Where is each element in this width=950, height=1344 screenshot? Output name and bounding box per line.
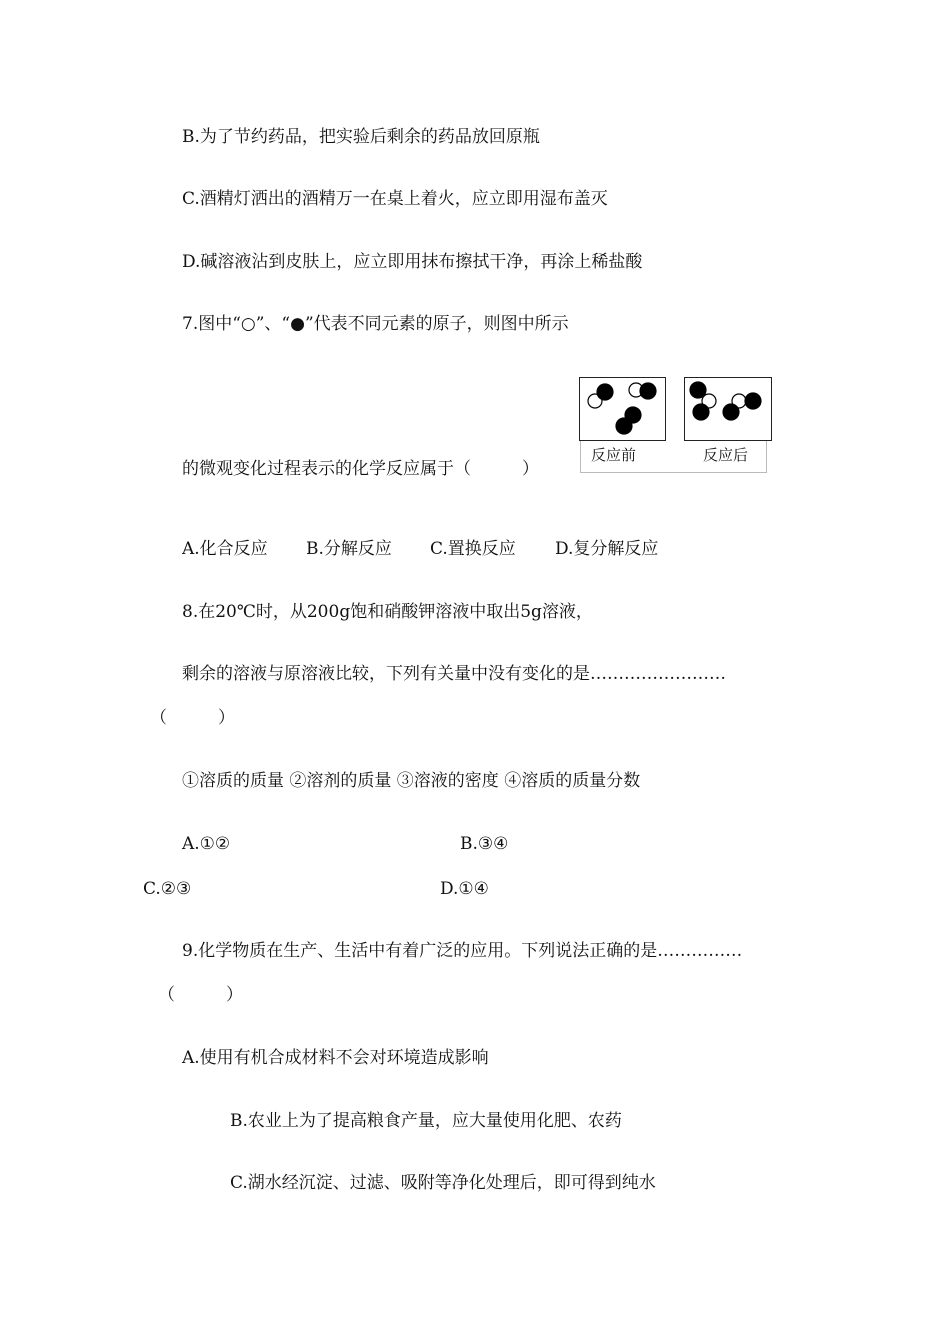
q7-stem-line1: 7.图中“○”、“●”代表不同元素的原子，则图中所示: [182, 314, 569, 334]
before-reaction-label: 反应前: [591, 446, 637, 464]
q7-option-a: A.化合反应: [182, 539, 268, 559]
q8-option-c: C.②③: [143, 879, 192, 899]
after-molecules: [690, 382, 761, 420]
black-atom: [597, 384, 613, 400]
q9-stem: 9.化学物质在生产、生活中有着广泛的应用。下列说法正确的是……………: [182, 941, 743, 961]
q6-option-b: B.为了节约药品，把实验后剩余的药品放回原瓶: [182, 127, 540, 147]
q9-option-b: B.农业上为了提高粮食产量，应大量使用化肥、农药: [230, 1111, 622, 1131]
q8-option-b: B.③④: [460, 834, 509, 854]
q9-option-c: C.湖水经沉淀、过滤、吸附等净化处理后，即可得到纯水: [230, 1173, 656, 1193]
q8-stem-line2: 剩余的溶液与原溶液比较，下列有关量中没有变化的是……………………: [182, 664, 726, 684]
q8-answer-paren: （ ）: [150, 708, 235, 728]
black-atom: [693, 404, 709, 420]
q8-stem-line1: 8.在20℃时，从200g饱和硝酸钾溶液中取出5g溶液，: [182, 602, 593, 622]
q7-option-c: C.置换反应: [430, 539, 516, 559]
black-atom: [723, 404, 739, 420]
q9-option-a: A.使用有机合成材料不会对环境造成影响: [182, 1048, 489, 1068]
q7-option-d: D.复分解反应: [555, 539, 659, 559]
after-reaction-label: 反应后: [703, 446, 749, 464]
q7-stem-line2: 的微观变化过程表示的化学反应属于（ ）: [182, 459, 539, 479]
q8-option-d: D.①④: [440, 879, 489, 899]
black-atom: [745, 393, 761, 409]
before-molecules: [588, 383, 656, 434]
q9-answer-paren: （ ）: [158, 985, 243, 1005]
black-atom: [690, 382, 706, 398]
q7-option-b: B.分解反应: [306, 539, 392, 559]
q6-option-d: D.碱溶液沾到皮肤上，应立即用抹布擦拭干净，再涂上稀盐酸: [182, 252, 643, 272]
q6-option-c: C.酒精灯洒出的酒精万一在桌上着火，应立即用湿布盖灭: [182, 189, 608, 209]
q8-option-a: A.①②: [182, 834, 231, 854]
q8-items: ①溶质的质量 ②溶剂的质量 ③溶液的密度 ④溶质的质量分数: [182, 771, 641, 791]
black-atom: [616, 418, 632, 434]
black-atom: [640, 383, 656, 399]
